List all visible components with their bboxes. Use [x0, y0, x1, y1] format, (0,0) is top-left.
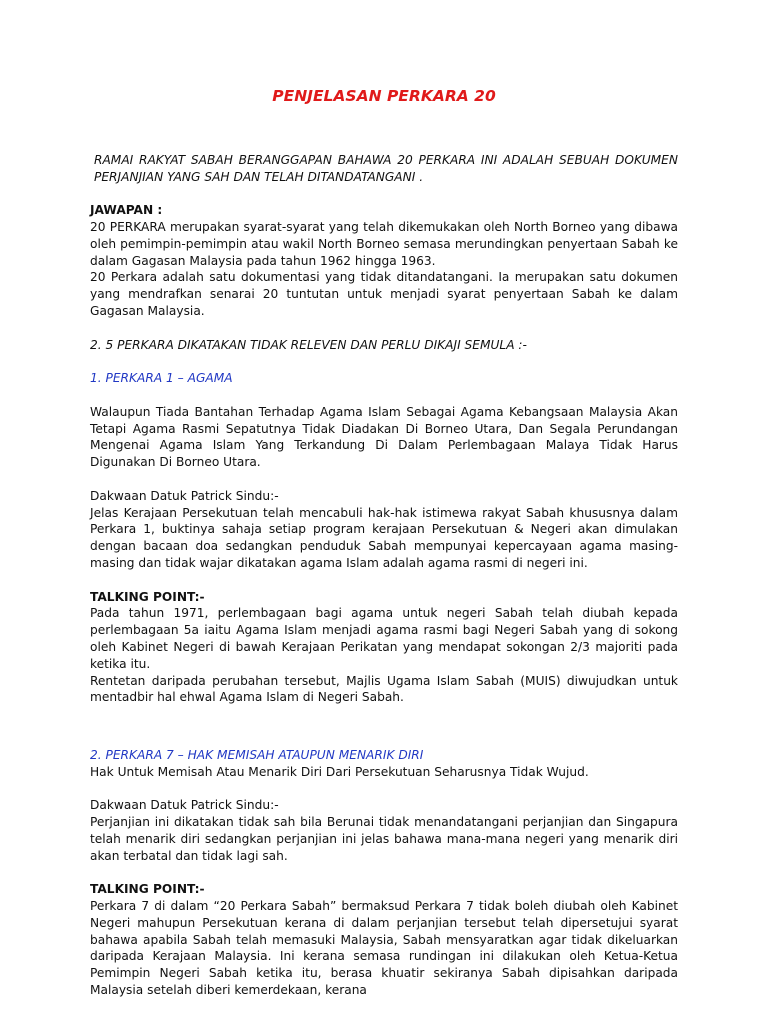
perkara1-heading: 1. PERKARA 1 – AGAMA: [90, 371, 233, 386]
jawapan-paragraph-1: 20 PERKARA merupakan syarat-syarat yang telah dikemukakan oleh North Borneo yang dibawa oleh pemimpin-pemimpin atau wakil North Borneo semasa merundingkan penyertaan Sabah ke dalam Gagasan Malaysia pada tahun 1962 hingga 1963.: [90, 219, 678, 268]
perkara7-claim-heading: Dakwaan Datuk Patrick Sindu:-: [90, 798, 279, 813]
jawapan-heading: JAWAPAN :: [90, 203, 163, 218]
perkara1-claim: Jelas Kerajaan Persekutuan telah mencabuli hak-hak istimewa rakyat Sabah khususnya dalam Perkara 1, buktinya sahaja setiap program kerajaan Persekutuan & Negeri akan dimulakan dengan bacaan doa sedangkan penduduk Sabah mempunyai kepercayaan agama masing-masing dan tidak wajar dikatakan agama Islam adalah agama rasmi di negeri ini.: [90, 505, 678, 570]
perkara7-talking-point-1: Perkara 7 di dalam “20 Perkara Sabah” bermaksud Perkara 7 tidak boleh diubah oleh Kabinet Negeri mahupun Persekutuan kerana di dalam perjanjian tersebut telah dipersetujui syarat bahawa apabila Sabah telah memasuki Malaysia, Sabah mensyaratkan agar tidak dikeluarkan daripada Kerajaan Malaysia. Ini kerana semasa rundingan ini dilakukan oleh Ketua-Ketua Pemimpin Negeri Sabah ketika itu, berasa khuatir sekiranya Sabah dipisahkan daripada Malaysia setelah diberi kemerdekaan, kerana: [90, 899, 678, 998]
perkara1-statement: Walaupun Tiada Bantahan Terhadap Agama Islam Sebagai Agama Kebangsaan Malaysia Akan Tetapi Agama Rasmi Sepatutnya Tidak Diadakan Di Borneo Utara, Dan Segala Perundangan Mengenai Agama Islam Yang Terkandung Di Dalam Perlembagaan Malaya Tidak Harus Digunakan Di Borneo Utara.: [90, 404, 678, 470]
perkara7-statement: Hak Untuk Memisah Atau Menarik Diri Dari Persekutuan Seharusnya Tidak Wujud.: [90, 764, 589, 779]
perkara7-heading: 2. PERKARA 7 – HAK MEMISAH ATAUPUN MENARIK DIRI: [90, 747, 424, 762]
perkara7-talking-point-heading: TALKING POINT:-: [90, 882, 205, 897]
perkara1-talking-point-2: Rentetan daripada perubahan tersebut, Majlis Ugama Islam Sabah (MUIS) diwujudkan untuk mentadbir hal ehwal Agama Islam di Negeri Sabah.: [90, 673, 678, 705]
document-title: PENJELASAN PERKARA 20: [272, 87, 496, 105]
intro-paragraph: RAMAI RAKYAT SABAH BERANGGAPAN BAHAWA 20 PERKARA INI ADALAH SEBUAH DOKUMEN PERJANJIAN YANG SAH DAN TELAH DITANDATANGANI .: [94, 152, 678, 184]
section-intro: 2. 5 PERKARA DIKATAKAN TIDAK RELEVEN DAN PERLU DIKAJI SEMULA :-: [90, 337, 527, 352]
perkara7-claim: Perjanjian ini dikatakan tidak sah bila Berunai tidak menandatangani perjanjian dan Singapura telah menarik diri sedangkan perjanjian ini jelas bahawa mana-mana negeri yang menarik diri akan terbatal dan tidak lagi sah.: [90, 815, 678, 863]
perkara1-talking-point-heading: TALKING POINT:-: [90, 589, 205, 604]
jawapan-paragraph-2: 20 Perkara adalah satu dokumentasi yang tidak ditandatangani. Ia merupakan satu dokumen yang mendrafkan senarai 20 tuntutan untuk menjadi syarat penyertaan Sabah ke dalam Gagasan Malaysia.: [90, 270, 678, 318]
perkara1-talking-point-1: Pada tahun 1971, perlembagaan bagi agama untuk negeri Sabah telah diubah kepada perlembagaan 5a iaitu Agama Islam menjadi agama rasmi bagi Negeri Sabah yang di sokong oleh Kabinet Negeri di bawah Kerajaan Perikatan yang mendapat sokongan 2/3 majoriti pada ketika itu.: [90, 606, 678, 671]
perkara1-claim-heading: Dakwaan Datuk Patrick Sindu:-: [90, 488, 279, 503]
document-body: [90, 88, 678, 999]
